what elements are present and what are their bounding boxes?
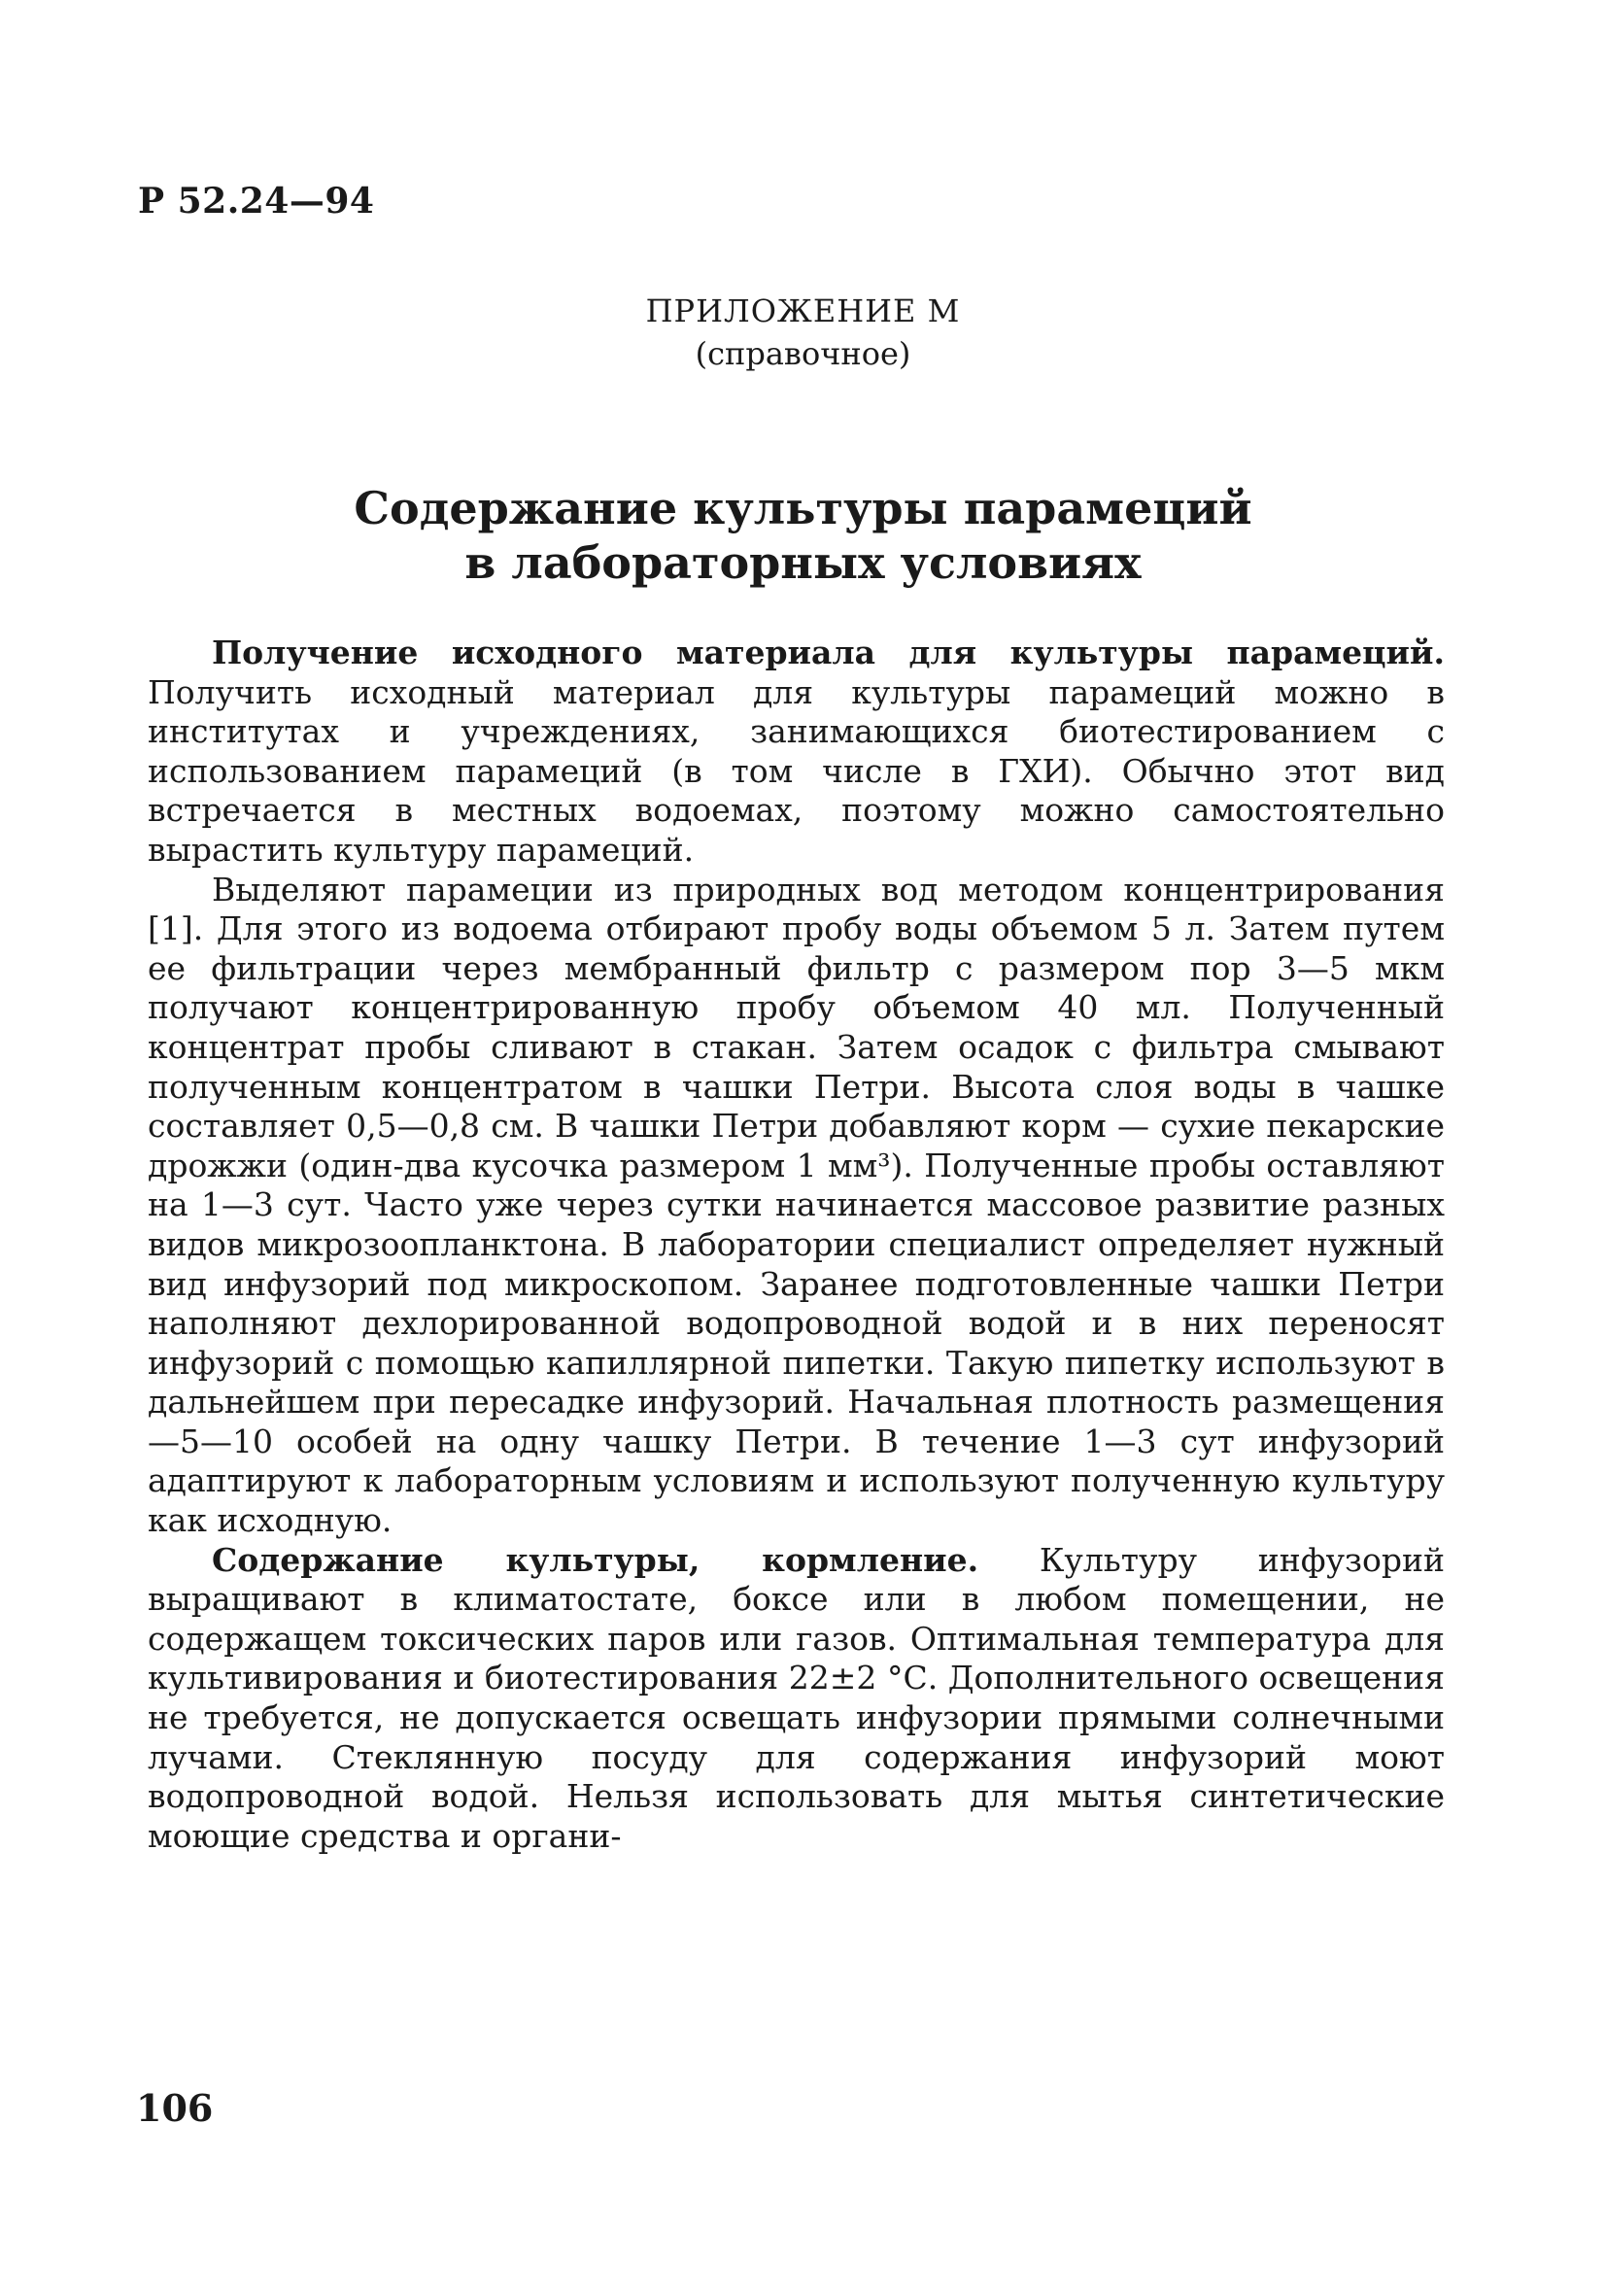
appendix-type: (справочное) (695, 335, 911, 372)
page-number: 106 (136, 2086, 214, 2130)
document-code: Р 52.24—94 (138, 181, 375, 222)
appendix-name: ПРИЛОЖЕНИЕ М (645, 292, 961, 329)
paragraph-lead: Получение исходного материала для культуры парамеций. (212, 634, 1445, 671)
paragraph (148, 871, 1445, 1541)
paragraph-text: Культуру инфузорий выращивают в климатостате, боксе или в любом помещении, не содержащем токсических паров или газов. Оптимальная температура для культивирования и биотестирования 22±2 °С. Дополнительного освещения не требуется, не допускается освещать инфузории прямыми солнечными лучами. Стеклянную посуду для содержания инфузорий моют водопроводной водой. Нельзя использовать для мытья синтетические моющие средства и органи- (148, 1540, 1445, 1855)
body-text (148, 634, 1445, 1856)
paragraph (148, 1541, 1445, 1857)
section-title-line-2: в лабораторных условиях (464, 536, 1142, 589)
appendix-heading (0, 290, 1606, 375)
paragraph (148, 634, 1445, 871)
paragraph-text: Выделяют парамеции из природных вод методом концентрирования [1]. Для этого из водоема отбирают пробу воды объемом 5 л. Затем путем ее фильтрации через мембранный фильтр с размером пор 3—5 мкм получают концентрированную пробу объемом 40 мл. Полученный концентрат пробы сливают в стакан. Затем осадок с фильтра смывают полученным концентратом в чашки Петри. Высота слоя воды в чашке составляет 0,5—0,8 см. В чашки Петри добавляют корм — сухие пекарские дрожжи (один-два кусочка размером 1 мм³). Полученные пробы оставляют на 1—3 сут. Часто уже через сутки начинается массовое развитие разных видов микрозоопланктона. В лаборатории специалист определяет нужный вид инфузорий под микроскопом. Заранее подготовленные чашки Петри наполняют дехлорированной водопроводной водой и в них переносят инфузорий с помощью капиллярной пипетки. Такую пипетку используют в дальнейшем при пересадке инфузорий. Начальная плотность размещения —5—10 особей на одну чашку Петри. В течение 1—3 сут инфузорий адаптируют к лабораторным условиям и используют полученную культуру как исходную. (148, 870, 1445, 1540)
section-title (0, 481, 1606, 590)
paragraph-text: Получить исходный материал для культуры парамеций можно в институтах и учреждениях, занимающихся биотестированием с использованием парамеций (в том числе в ГХИ). Обычно этот вид встречается в местных водоемах, поэтому можно самостоятельно вырастить культуру парамеций. (148, 672, 1445, 869)
section-title-line-1: Содержание культуры парамеций (354, 482, 1252, 534)
paragraph-lead: Содержание культуры, кормление. (212, 1540, 979, 1579)
